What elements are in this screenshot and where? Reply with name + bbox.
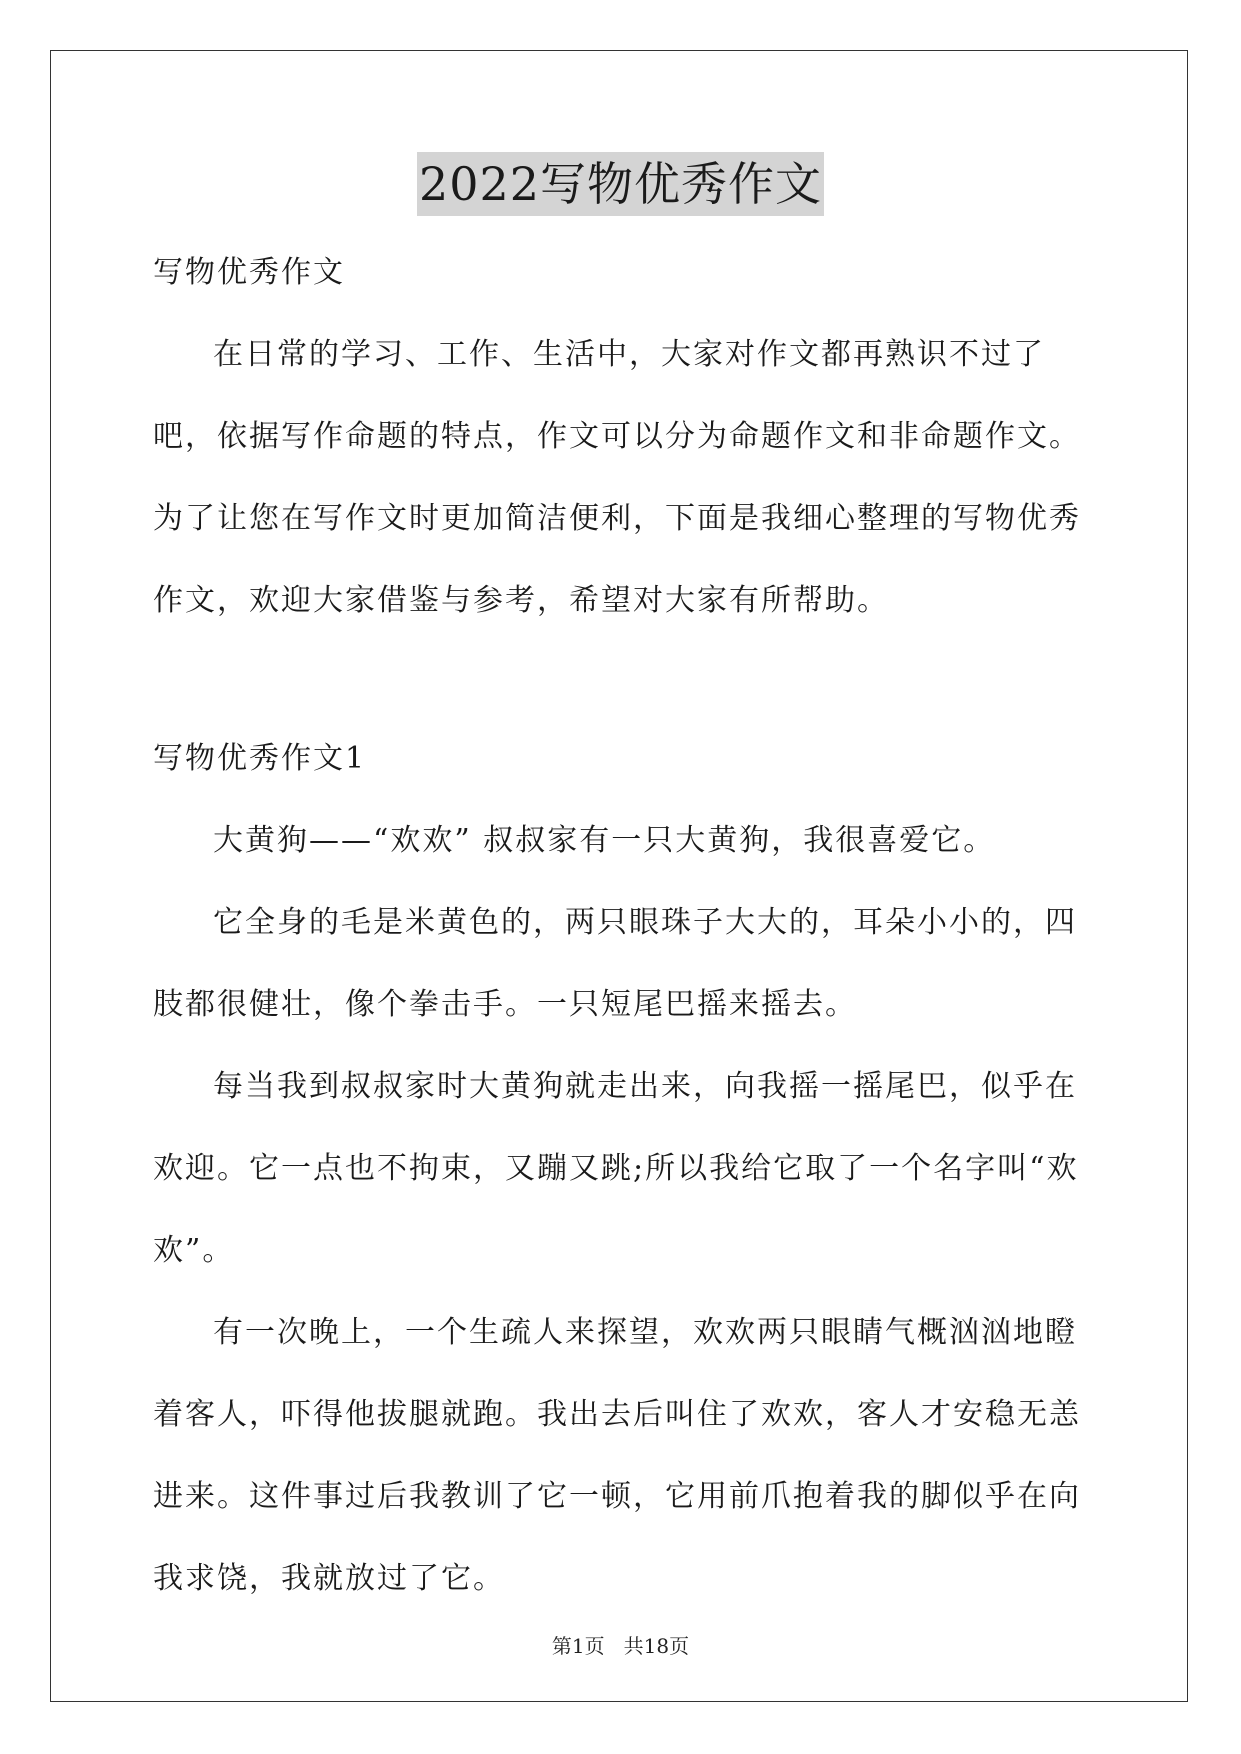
paragraph-4: 有一次晚上，一个生疏人来探望，欢欢两只眼睛气概汹汹地瞪着客人，吓得他拔腿就跑。我出去后叫住了欢欢，客人才安稳无恙进来。这件事过后我教训了它一顿，它用前爪抱着我的脚似乎在向我求饶，我就放过了它。	[153, 1315, 1081, 1596]
page-footer	[0, 1634, 1241, 1658]
paragraph-2: 它全身的毛是米黄色的，两只眼珠子大大的，耳朵小小的，四肢都很健壮，像个拳击手。一只短尾巴摇来摇去。	[153, 905, 1077, 1022]
paragraph-3: 每当我到叔叔家时大黄狗就走出来，向我摇一摇尾巴，似乎在欢迎。它一点也不拘束，又蹦又跳;所以我给它取了一个名字叫“欢欢”。	[153, 1069, 1079, 1268]
document-body	[153, 232, 1093, 1620]
document-title: 2022写物优秀作文	[417, 152, 824, 216]
title-container	[0, 152, 1241, 216]
intro-paragraph: 在日常的学习、工作、生活中，大家对作文都再熟识不过了吧，依据写作命题的特点，作文可以分为命题作文和非命题作文。为了让您在写作文时更加简洁便利，下面是我细心整理的写物优秀作文，欢迎大家借鉴与参考，希望对大家有所帮助。	[153, 337, 1081, 618]
section-heading: 写物优秀作文1	[153, 741, 367, 776]
page-number: 第1页 共18页	[551, 1634, 690, 1658]
section-gap	[153, 642, 1093, 718]
paragraph-1: 大黄狗——“欢欢” 叔叔家有一只大黄狗，我很喜爱它。	[213, 823, 996, 858]
subtitle: 写物优秀作文	[153, 255, 345, 290]
